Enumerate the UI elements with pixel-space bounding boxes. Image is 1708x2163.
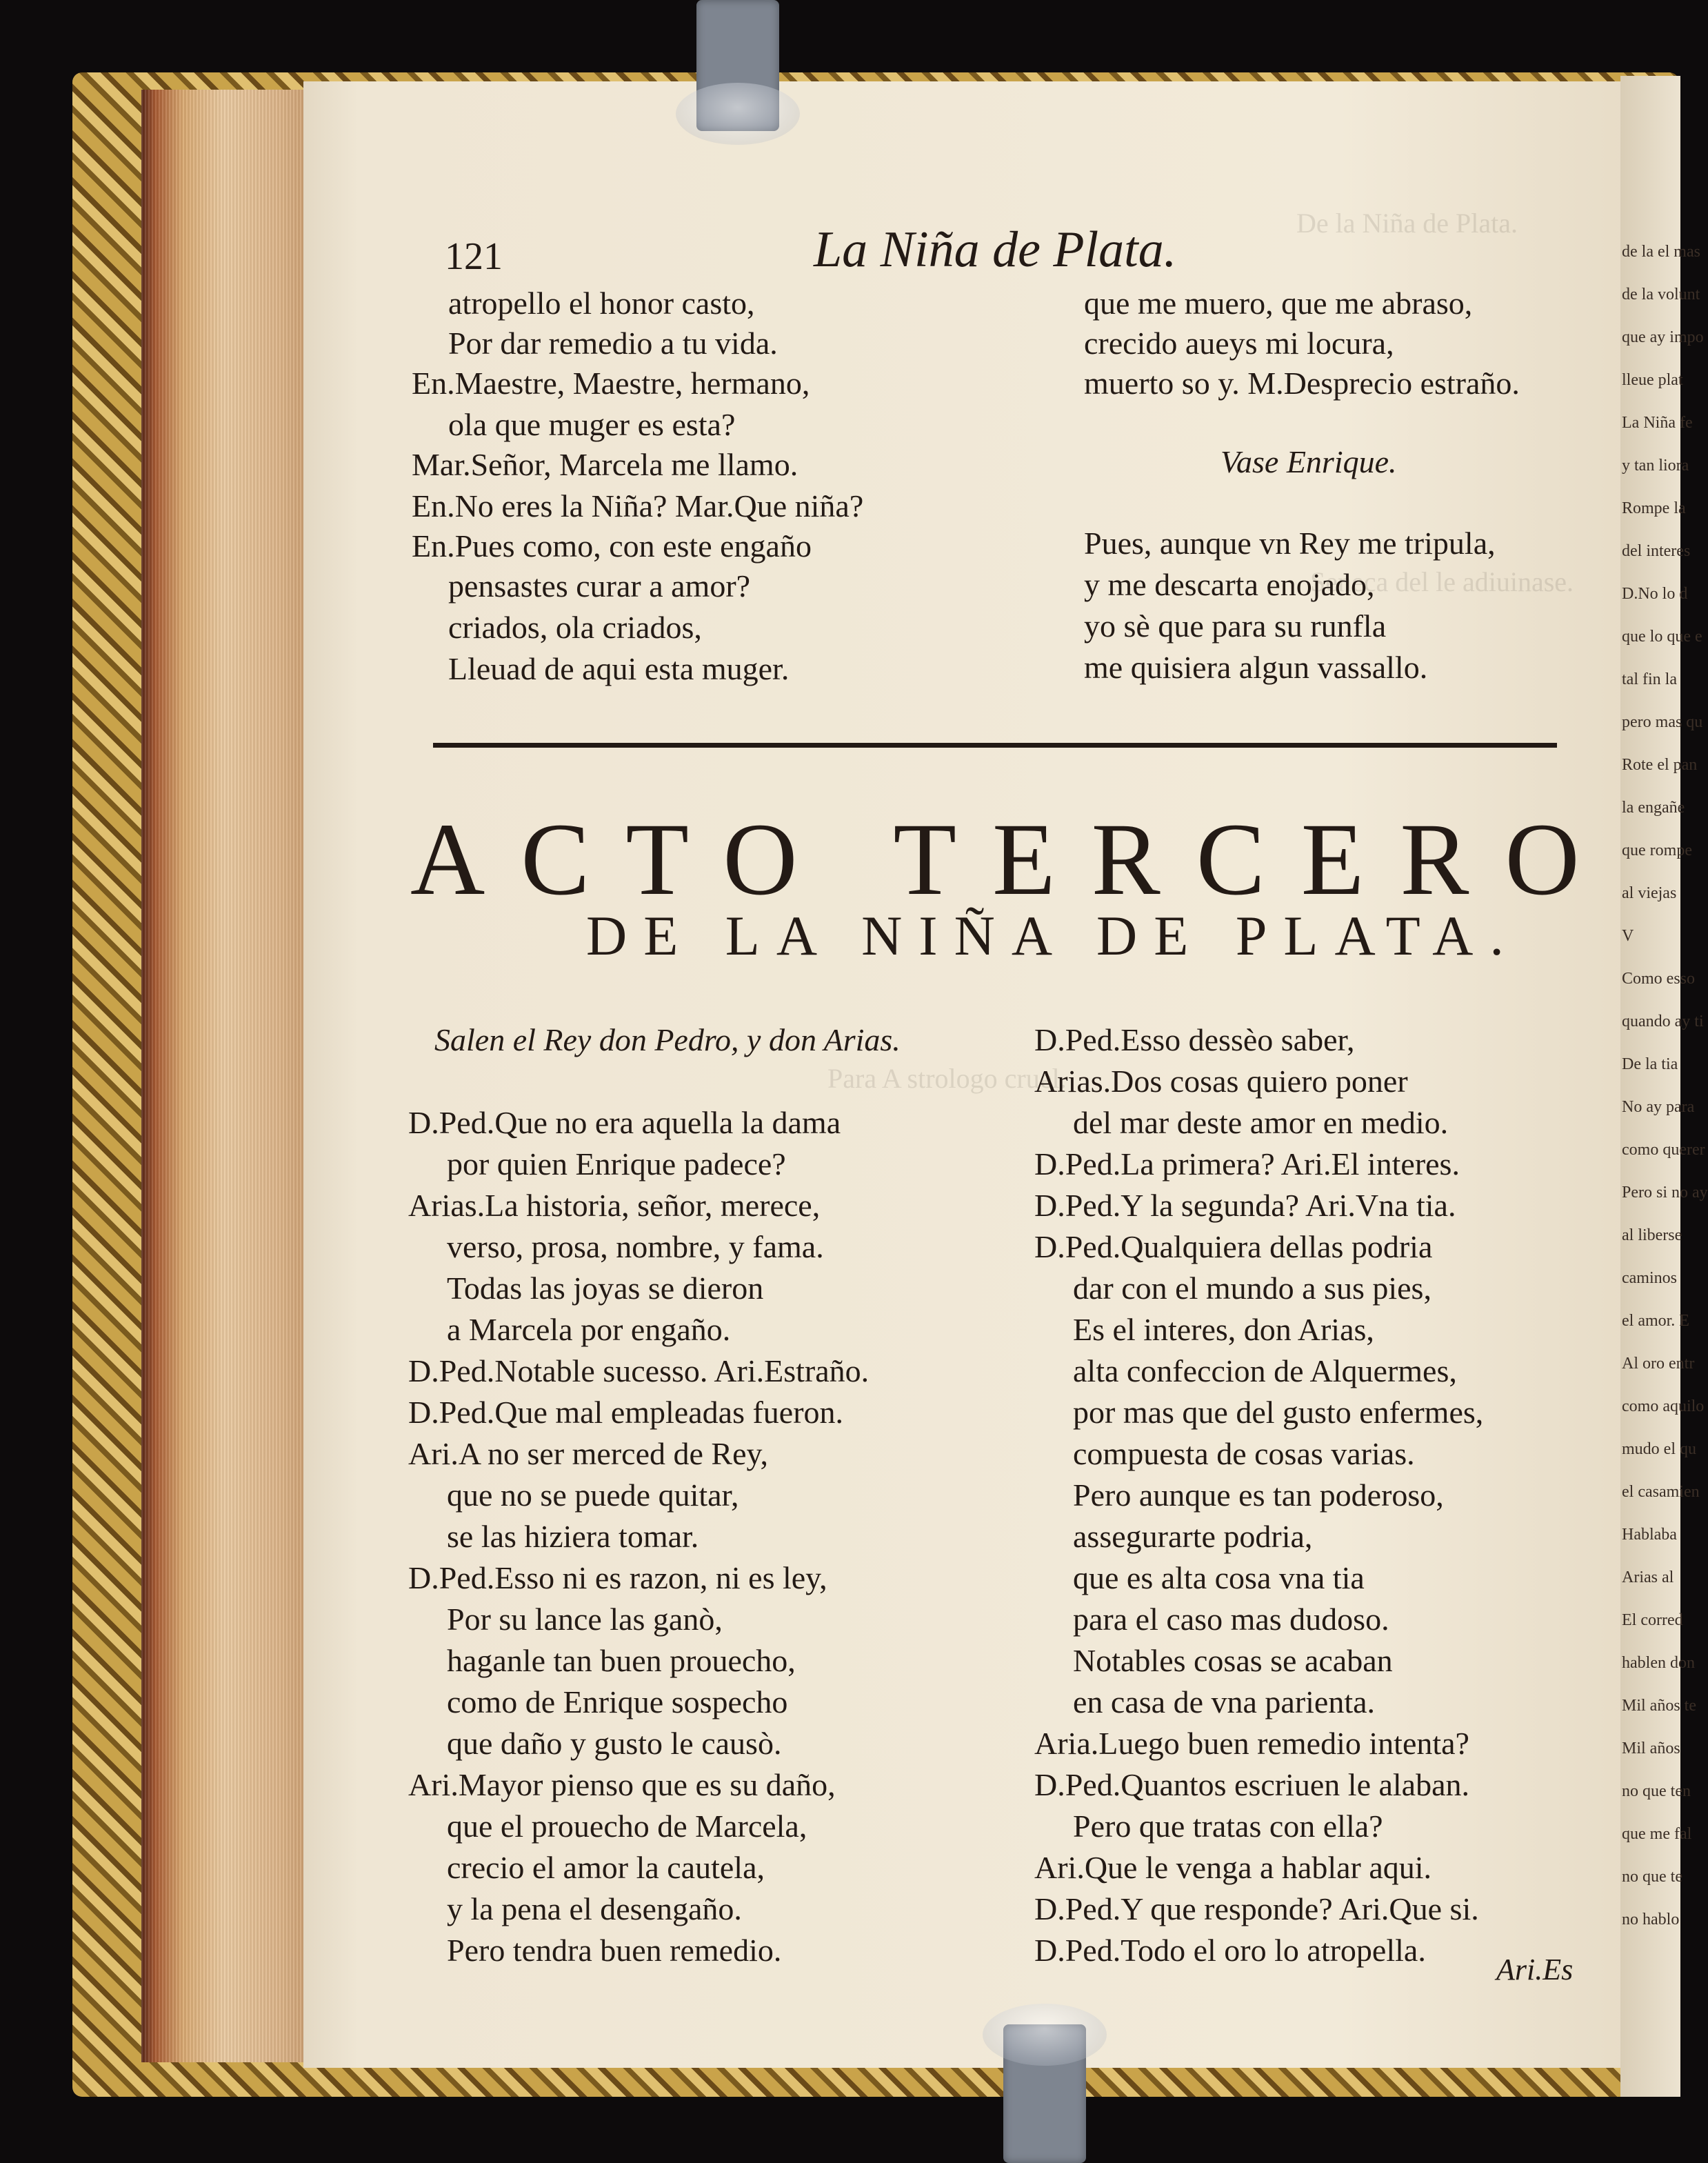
- next-page-fragment: Rote el pan: [1622, 756, 1698, 774]
- text-line: Notables cosas se acaban: [1073, 1643, 1393, 1678]
- text-line: como de Enrique sospecho: [447, 1684, 788, 1720]
- text-line: D.Ped.Y que responde? Ari.Que si.: [1034, 1891, 1479, 1926]
- next-page-fragment: V: [1622, 927, 1634, 945]
- text-line: D.Ped.Qualquiera dellas podria: [1034, 1229, 1433, 1264]
- text-line: D.Ped.La primera? Ari.El interes.: [1034, 1146, 1460, 1182]
- next-page-fragment: quando ay ti: [1622, 1013, 1704, 1030]
- section-rule: [433, 743, 1557, 748]
- next-page-fragment: al liberse: [1622, 1226, 1682, 1244]
- text-line: yo sè que para su runfla: [1084, 608, 1387, 644]
- page-clip-top: [696, 0, 779, 131]
- next-page-fragment: el casamien: [1622, 1483, 1700, 1501]
- text-line: ola que muger es esta?: [448, 407, 736, 442]
- text-line: me quisiera algun vassallo.: [1084, 650, 1428, 685]
- next-page-fragment: D.No lo d: [1622, 585, 1688, 603]
- text-line: assegurarte podria,: [1073, 1519, 1313, 1554]
- next-page-fragment: Hablaba: [1622, 1526, 1677, 1544]
- next-page-fragment: y tan liora: [1622, 457, 1689, 475]
- next-page-fragment: al viejas: [1622, 884, 1677, 902]
- text-line: Pero aunque es tan poderoso,: [1073, 1477, 1444, 1513]
- text-line: D.Ped.Notable sucesso. Ari.Estraño.: [408, 1353, 870, 1388]
- next-page-fragment: como querer: [1622, 1141, 1705, 1159]
- next-page-fragment: de la el mas: [1622, 243, 1700, 261]
- next-page-fragment: El corred: [1622, 1611, 1683, 1629]
- text-line: criados, ola criados,: [448, 610, 702, 645]
- text-line: Es el interes, don Arias,: [1073, 1312, 1374, 1347]
- text-line: del mar deste amor en medio.: [1073, 1105, 1449, 1140]
- text-line: Por dar remedio a tu vida.: [448, 326, 778, 361]
- next-page-fragment: que lo que e: [1622, 628, 1702, 646]
- text-line: Salen el Rey don Pedro, y don Arias.: [434, 1022, 901, 1057]
- text-line: por mas que del gusto enfermes,: [1073, 1395, 1484, 1430]
- text-line: se las hiziera tomar.: [447, 1519, 699, 1554]
- text-line: que me muero, que me abraso,: [1084, 286, 1473, 321]
- page-edges: [141, 90, 314, 2062]
- catchword: Ari.Es: [1496, 1953, 1574, 1986]
- text-line: crecido aueys mi locura,: [1084, 326, 1394, 361]
- text-line: En.No eres la Niña? Mar.Que niña?: [412, 488, 864, 524]
- text-line: alta confeccion de Alquermes,: [1073, 1353, 1457, 1388]
- next-page-fragment: Al oro entr: [1622, 1355, 1695, 1373]
- page-clip-bottom: [1003, 2024, 1086, 2163]
- text-line: que no se puede quitar,: [447, 1477, 739, 1513]
- text-line: D.Ped.Y la segunda? Ari.Vna tia.: [1034, 1188, 1456, 1223]
- text-line: muerto so y. M.Desprecio estraño.: [1084, 366, 1520, 401]
- next-page-fragment: Arias al: [1622, 1568, 1674, 1586]
- next-page-fragment: Como esso: [1622, 970, 1696, 988]
- act-title: ACTO TERCERO: [410, 802, 1616, 917]
- text-line: que daño y gusto le causò.: [447, 1726, 782, 1761]
- next-page-edge: [1620, 76, 1708, 2097]
- text-line: Todas las joyas se dieron: [447, 1270, 764, 1306]
- next-page-fragment: Rompe la: [1622, 499, 1686, 517]
- next-page-fragment: que ay impo: [1622, 328, 1704, 346]
- text-line: pensastes curar a amor?: [448, 568, 751, 604]
- text-line: Ari.Que le venga a hablar aqui.: [1034, 1850, 1432, 1885]
- show-through-text: Seneca del le adiuinase.: [1310, 566, 1574, 597]
- running-head: La Niña de Plata.: [814, 221, 1177, 278]
- next-page-fragment: lleue plat: [1622, 371, 1683, 389]
- text-line: Pero que tratas con ella?: [1073, 1808, 1383, 1844]
- next-page-fragment: no hablo: [1622, 1911, 1680, 1928]
- page-number: 121: [445, 235, 503, 278]
- text-line: En.Maestre, Maestre, hermano,: [412, 366, 810, 401]
- text-line: Aria.Luego buen remedio intenta?: [1034, 1726, 1469, 1761]
- text-line: Vase Enrique.: [1220, 444, 1397, 479]
- text-line: Ari.Mayor pienso que es su daño,: [408, 1767, 836, 1802]
- text-line: para el caso mas dudoso.: [1073, 1602, 1389, 1637]
- text-line: Pero tendra buen remedio.: [447, 1933, 782, 1968]
- text-line: En.Pues como, con este engaño: [412, 528, 812, 564]
- next-page-fragment: que rompe: [1622, 841, 1692, 859]
- text-line: por quien Enrique padece?: [447, 1146, 786, 1182]
- next-page-fragment: del interes: [1622, 542, 1691, 560]
- text-line: Arias.La historia, señor, merece,: [408, 1188, 821, 1223]
- text-line: Arias.Dos cosas quiero poner: [1034, 1064, 1408, 1099]
- next-page-fragment: tal fin la: [1622, 670, 1677, 688]
- next-page-fragment: Mil años te: [1622, 1697, 1696, 1715]
- text-line: que es alta cosa vna tia: [1073, 1560, 1365, 1595]
- text-line: D.Ped.Todo el oro lo atropella.: [1034, 1933, 1426, 1968]
- next-page-fragment: De la tia: [1622, 1055, 1678, 1073]
- text-line: D.Ped.Quantos escriuen le alaban.: [1034, 1767, 1470, 1802]
- text-line: compuesta de cosas varias.: [1073, 1436, 1415, 1471]
- act-subtitle: DE LA NIÑA DE PLATA.: [586, 904, 1520, 967]
- text-line: Pues, aunque vn Rey me tripula,: [1084, 526, 1496, 561]
- text-line: dar con el mundo a sus pies,: [1073, 1270, 1431, 1306]
- show-through-text: De la Niña de Plata.: [1296, 208, 1518, 239]
- text-line: Por su lance las ganò,: [447, 1602, 723, 1637]
- next-page-fragment: como aquilo: [1622, 1397, 1705, 1415]
- next-page-fragment: Mil años: [1622, 1740, 1680, 1757]
- next-page-fragment: no que ten: [1622, 1782, 1691, 1800]
- text-line: en casa de vna parienta.: [1073, 1684, 1376, 1720]
- next-page-fragment: la engañe: [1622, 799, 1685, 817]
- next-page-fragment: mudo el qu: [1622, 1440, 1696, 1458]
- text-line: a Marcela por engaño.: [447, 1312, 731, 1347]
- next-page-fragment: el amor. E: [1622, 1312, 1689, 1330]
- next-page-fragment: que me fal: [1622, 1825, 1692, 1843]
- text-line: crecio el amor la cautela,: [447, 1850, 765, 1885]
- next-page-fragment: pero mas qu: [1622, 713, 1703, 731]
- text-line: haganle tan buen prouecho,: [447, 1643, 796, 1678]
- text-line: y la pena el desengaño.: [447, 1891, 742, 1926]
- clip-ring: [676, 83, 800, 145]
- text-line: D.Ped.Que no era aquella la dama: [408, 1105, 841, 1140]
- text-line: D.Ped.Esso dessèo saber,: [1034, 1022, 1355, 1057]
- next-page-fragment: caminos: [1622, 1269, 1677, 1287]
- next-page-fragment: La Niña fe: [1622, 414, 1693, 432]
- text-line: D.Ped.Esso ni es razon, ni es ley,: [408, 1560, 827, 1595]
- next-page-fragment: no que te: [1622, 1868, 1682, 1886]
- next-page-fragment: No ay para: [1622, 1098, 1695, 1116]
- text-line: D.Ped.Que mal empleadas fueron.: [408, 1395, 844, 1430]
- text-line: que el prouecho de Marcela,: [447, 1808, 807, 1844]
- text-line: Lleuad de aqui esta muger.: [448, 651, 790, 686]
- next-page-fragment: Pero si no ay: [1622, 1184, 1708, 1202]
- next-page-fragment: de la volunt: [1622, 286, 1700, 303]
- text-line: Mar.Señor, Marcela me llamo.: [412, 447, 798, 482]
- next-page-fragment: hablen don: [1622, 1654, 1695, 1672]
- text-line: verso, prosa, nombre, y fama.: [447, 1229, 824, 1264]
- text-line: atropello el honor casto,: [448, 286, 755, 321]
- show-through-text: Para A strologo cruel.: [827, 1063, 1067, 1094]
- text-line: y me descarta enojado,: [1084, 567, 1375, 602]
- text-line: Ari.A no ser merced de Rey,: [408, 1436, 769, 1471]
- clip-ring: [983, 2004, 1107, 2066]
